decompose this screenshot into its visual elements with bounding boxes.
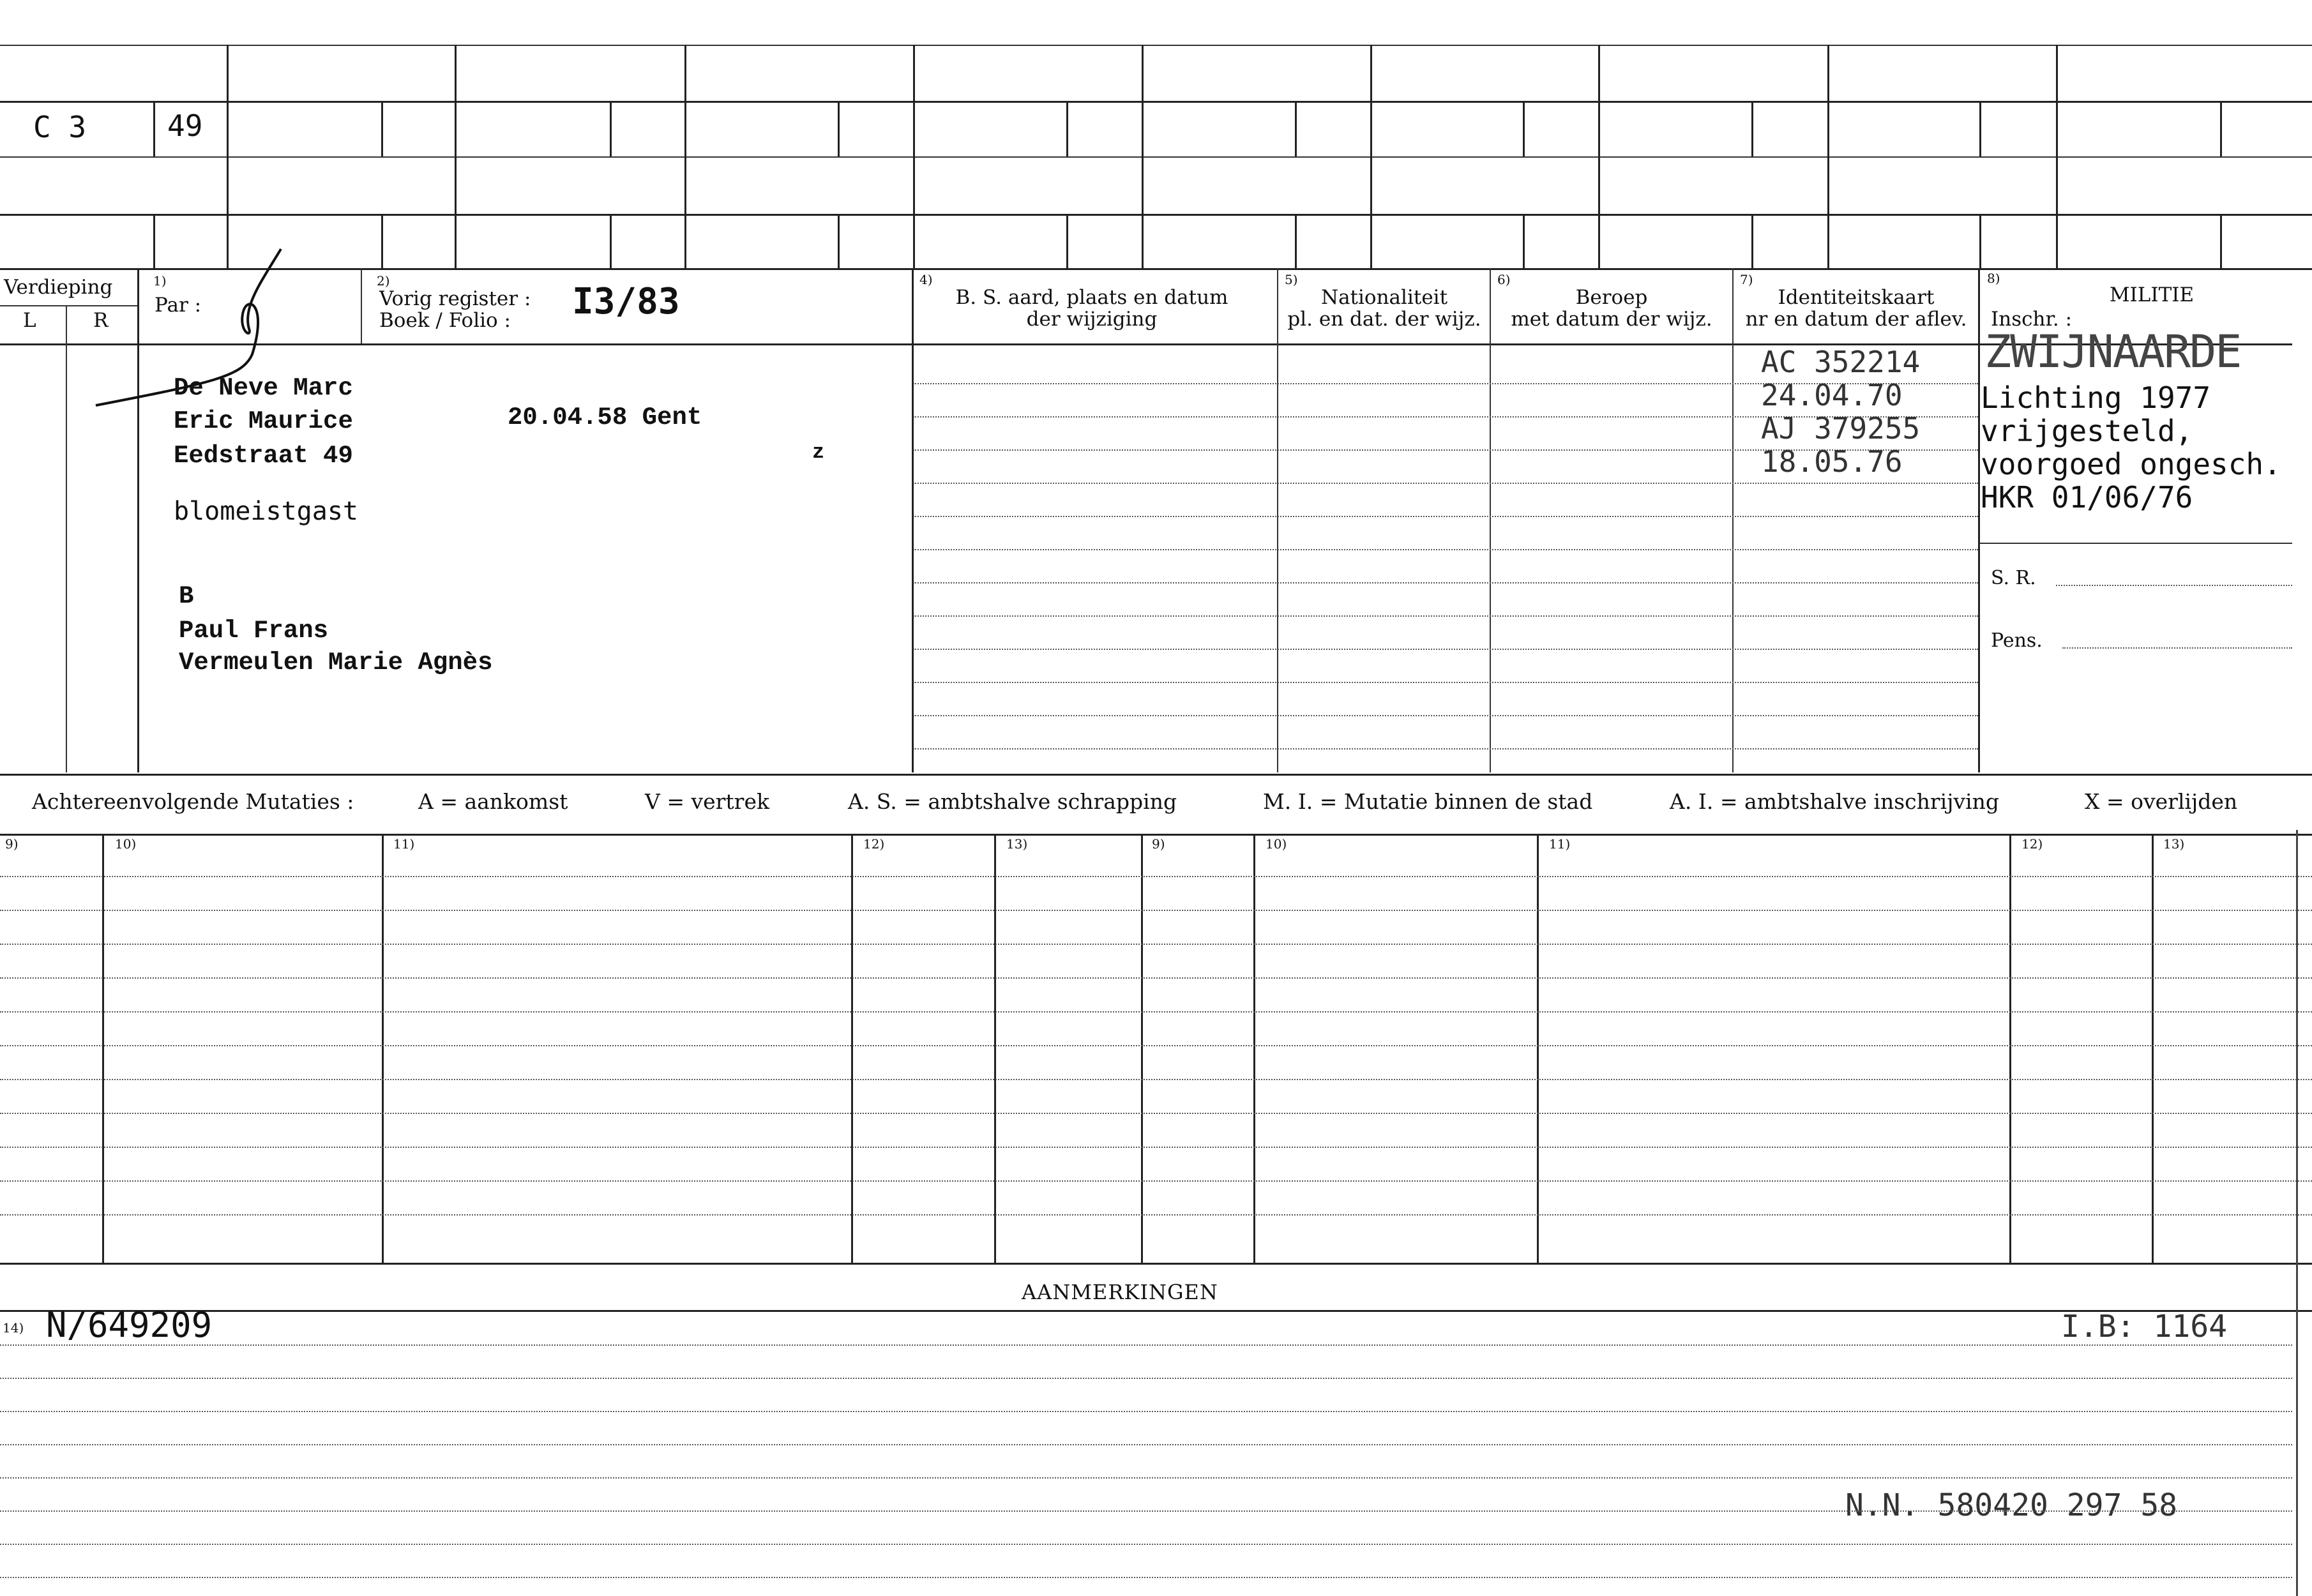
col6-line2: met datum der wijz. <box>1511 308 1712 331</box>
sr-label: S. R. <box>1991 567 2036 589</box>
vorig-number: 2) <box>377 273 390 289</box>
top-grid-subdivider <box>381 101 383 156</box>
top-grid-divider <box>913 45 915 268</box>
top-grid-divider <box>1370 45 1372 268</box>
dotted-row <box>913 516 1978 517</box>
person-address: Eedstraat 49 <box>174 442 353 470</box>
column-divider <box>912 268 914 772</box>
aanmerkingen-dotted-row <box>0 1577 2292 1578</box>
top-grid-divider <box>684 45 686 268</box>
mutaties-dotted-row <box>0 1214 2312 1216</box>
col8-number: 8) <box>1987 271 2000 286</box>
militie-line4: HKR 01/06/76 <box>1981 480 2193 515</box>
col6-line1: Beroep <box>1575 286 1648 309</box>
boek-folio-label: Boek / Folio : <box>379 309 511 332</box>
mutaties-col-header: 13) <box>1006 836 1028 852</box>
vorig-register-value: I3/83 <box>572 281 680 322</box>
person-father: Paul Frans <box>179 617 329 645</box>
column-divider <box>1490 268 1491 772</box>
top-grid-subdivider <box>1066 214 1068 268</box>
person-name-line2: Eric Maurice <box>174 407 353 435</box>
col4-line1: B. S. aard, plaats en datum <box>955 286 1228 309</box>
dotted-row <box>913 483 1978 484</box>
mutaties-col-header: 12) <box>2021 836 2043 852</box>
top-grid-subdivider <box>838 214 840 268</box>
dotted-row <box>913 715 1978 716</box>
legend-mi: M. I. = Mutatie binnen de stad <box>1263 789 1593 814</box>
person-status: B <box>179 582 194 610</box>
dotted-row <box>913 615 1978 617</box>
top-grid-divider <box>1598 45 1600 268</box>
legend-ai: A. I. = ambtshalve inschrijving <box>1670 789 2000 814</box>
aanmerkingen-dotted-row <box>0 1411 2292 1412</box>
legend-title: Achtereenvolgende Mutaties : <box>32 789 354 814</box>
aanmerkingen-dotted-row <box>0 1477 2292 1479</box>
column-divider <box>361 268 362 343</box>
top-grid-divider <box>1827 45 1829 268</box>
top-grid-subdivider <box>1751 214 1753 268</box>
pens-label: Pens. <box>1991 629 2043 652</box>
dotted-row <box>913 649 1978 650</box>
identity-date2: 18.05.76 <box>1761 444 1903 479</box>
top-grid-subdivider <box>2220 101 2222 156</box>
top-grid-subdivider <box>1295 214 1297 268</box>
dotted-row <box>913 682 1978 683</box>
person-name-line1: De Neve Marc <box>174 374 353 402</box>
top-grid-divider <box>1142 45 1144 268</box>
aanmerkingen-number: 14) <box>3 1320 24 1336</box>
militie-line1: Lichting 1977 <box>1981 380 2211 415</box>
col5-number: 5) <box>1285 272 1298 287</box>
mutaties-column-divider <box>2009 834 2011 1263</box>
col5-line1: Nationaliteit <box>1320 286 1448 309</box>
dotted-row <box>913 748 1978 749</box>
top-grid-subdivider <box>1295 101 1297 156</box>
mutaties-col-header: 11) <box>393 836 415 852</box>
militie-line2: vrijgesteld, <box>1981 414 2193 448</box>
top-grid-line <box>0 214 2312 216</box>
column-divider <box>1978 268 1980 772</box>
par-number: 1) <box>153 273 167 289</box>
mutaties-col-header: 10) <box>115 836 137 852</box>
militie-line3: voorgoed ongesch. <box>1981 447 2281 481</box>
mutaties-top-line <box>0 834 2312 836</box>
top-grid-subdivider <box>2220 214 2222 268</box>
militie-separator <box>1979 543 2292 544</box>
column-divider <box>1277 268 1278 772</box>
aanmerkingen-dotted-row <box>0 1544 2292 1545</box>
inschr-label: Inschr. : <box>1991 308 2073 331</box>
dotted-row <box>913 582 1978 583</box>
identity-card1: AC 352214 <box>1761 345 1921 379</box>
top-grid-cell-b: 49 <box>167 109 203 143</box>
mutaties-column-divider <box>1141 834 1143 1263</box>
col7-number: 7) <box>1740 272 1753 287</box>
col6-number: 6) <box>1497 272 1511 287</box>
col5-line2: pl. en dat. der wijz. <box>1287 308 1481 331</box>
verdieping-r: R <box>93 309 109 332</box>
mutaties-dotted-row <box>0 1045 2312 1046</box>
top-grid-subdivider <box>153 101 155 156</box>
top-grid-subdivider <box>1751 101 1753 156</box>
top-grid-line <box>0 268 2312 270</box>
aanmerkingen-dotted-row <box>0 1344 2292 1346</box>
top-grid-line <box>0 101 2312 103</box>
top-grid-divider <box>227 45 229 268</box>
col7-line1: Identiteitskaart <box>1778 286 1935 309</box>
mutaties-dotted-row <box>0 1079 2312 1080</box>
mutaties-bottom-line <box>0 1263 2312 1265</box>
vorig-register-label: Vorig register : <box>379 287 531 310</box>
legend-x: X = overlijden <box>2085 789 2238 814</box>
top-grid-line <box>0 45 2312 46</box>
person-mother: Vermeulen Marie Agnès <box>179 649 493 677</box>
column-divider <box>1732 268 1734 772</box>
right-edge-line <box>2296 830 2298 1596</box>
mutaties-column-divider <box>102 834 104 1263</box>
mutaties-col-header: 12) <box>863 836 885 852</box>
top-grid-subdivider <box>1523 214 1525 268</box>
sr-dotted-line <box>2056 585 2292 586</box>
top-grid-divider <box>2056 45 2058 268</box>
militie-title: MILITIE <box>2109 283 2195 306</box>
top-grid-subdivider <box>1066 101 1068 156</box>
top-grid-subdivider <box>1979 214 1981 268</box>
top-grid-cell-a: C 3 <box>33 110 87 144</box>
mutaties-col-header: 10) <box>1266 836 1287 852</box>
verdieping-label: Verdieping <box>4 276 113 299</box>
aanmerkingen-title: AANMERKINGEN <box>1022 1280 1218 1304</box>
pens-dotted-line <box>2062 647 2292 649</box>
aanmerkingen-dotted-row <box>0 1510 2292 1512</box>
mutaties-col-header: 11) <box>1549 836 1571 852</box>
mutaties-column-divider <box>994 834 996 1263</box>
aanmerkingen-top-line <box>0 1310 2312 1312</box>
mutaties-column-divider <box>2152 834 2154 1263</box>
top-grid-divider <box>455 45 457 268</box>
legend-a: A = aankomst <box>418 789 568 814</box>
mutaties-dotted-row <box>0 1180 2312 1182</box>
mutaties-column-divider <box>382 834 384 1263</box>
top-grid-subdivider <box>610 214 612 268</box>
aanmerkingen-ib: I.B: 1164 <box>2061 1309 2228 1344</box>
legend-v: V = vertrek <box>645 789 769 814</box>
mutaties-dotted-row <box>0 977 2312 979</box>
mutaties-dotted-row <box>0 1011 2312 1013</box>
legend-top-line <box>0 774 2312 776</box>
dotted-row <box>913 549 1978 550</box>
mutaties-col-header: 13) <box>2163 836 2185 852</box>
aanmerkingen-dotted-row <box>0 1444 2292 1445</box>
militie-stamp: ZWIJNAARDE <box>1984 326 2241 378</box>
aanmerkingen-nn: N.N. 580420 297 58 <box>1845 1487 2178 1523</box>
top-grid-subdivider <box>381 214 383 268</box>
mutaties-dotted-row <box>0 910 2312 911</box>
aanmerkingen-ref: N/649209 <box>46 1305 213 1345</box>
col7-line2: nr en datum der aflev. <box>1745 308 1967 331</box>
aanmerkingen-dotted-row <box>0 1378 2292 1379</box>
identity-date1: 24.04.70 <box>1761 378 1903 412</box>
column-divider <box>66 305 67 772</box>
mutaties-column-divider <box>1253 834 1255 1263</box>
mutaties-col-header: 9) <box>1152 836 1165 852</box>
mutaties-column-divider <box>1537 834 1539 1263</box>
person-birth: 20.04.58 Gent <box>508 403 702 432</box>
mutaties-col-header: 9) <box>5 836 19 852</box>
identity-card2: AJ 379255 <box>1761 411 1921 446</box>
person-mark: z <box>812 440 825 464</box>
person-occupation: blomeistgast <box>174 497 358 526</box>
col4-line2: der wijziging <box>1026 308 1158 331</box>
col4-number: 4) <box>919 272 933 287</box>
top-grid-line <box>0 156 2312 158</box>
mutaties-dotted-row <box>0 944 2312 945</box>
mutaties-dotted-row <box>0 1147 2312 1148</box>
top-grid-subdivider <box>1523 101 1525 156</box>
top-grid-subdivider <box>838 101 840 156</box>
mutaties-dotted-row <box>0 1113 2312 1114</box>
top-grid-subdivider <box>1979 101 1981 156</box>
verdieping-l: L <box>23 309 36 332</box>
header-bottom-line <box>0 343 2292 345</box>
top-grid-subdivider <box>610 101 612 156</box>
legend-as: A. S. = ambtshalve schrapping <box>848 789 1177 814</box>
mutaties-column-divider <box>851 834 853 1263</box>
par-label: Par : <box>155 294 202 317</box>
mutaties-dotted-row <box>0 876 2312 877</box>
